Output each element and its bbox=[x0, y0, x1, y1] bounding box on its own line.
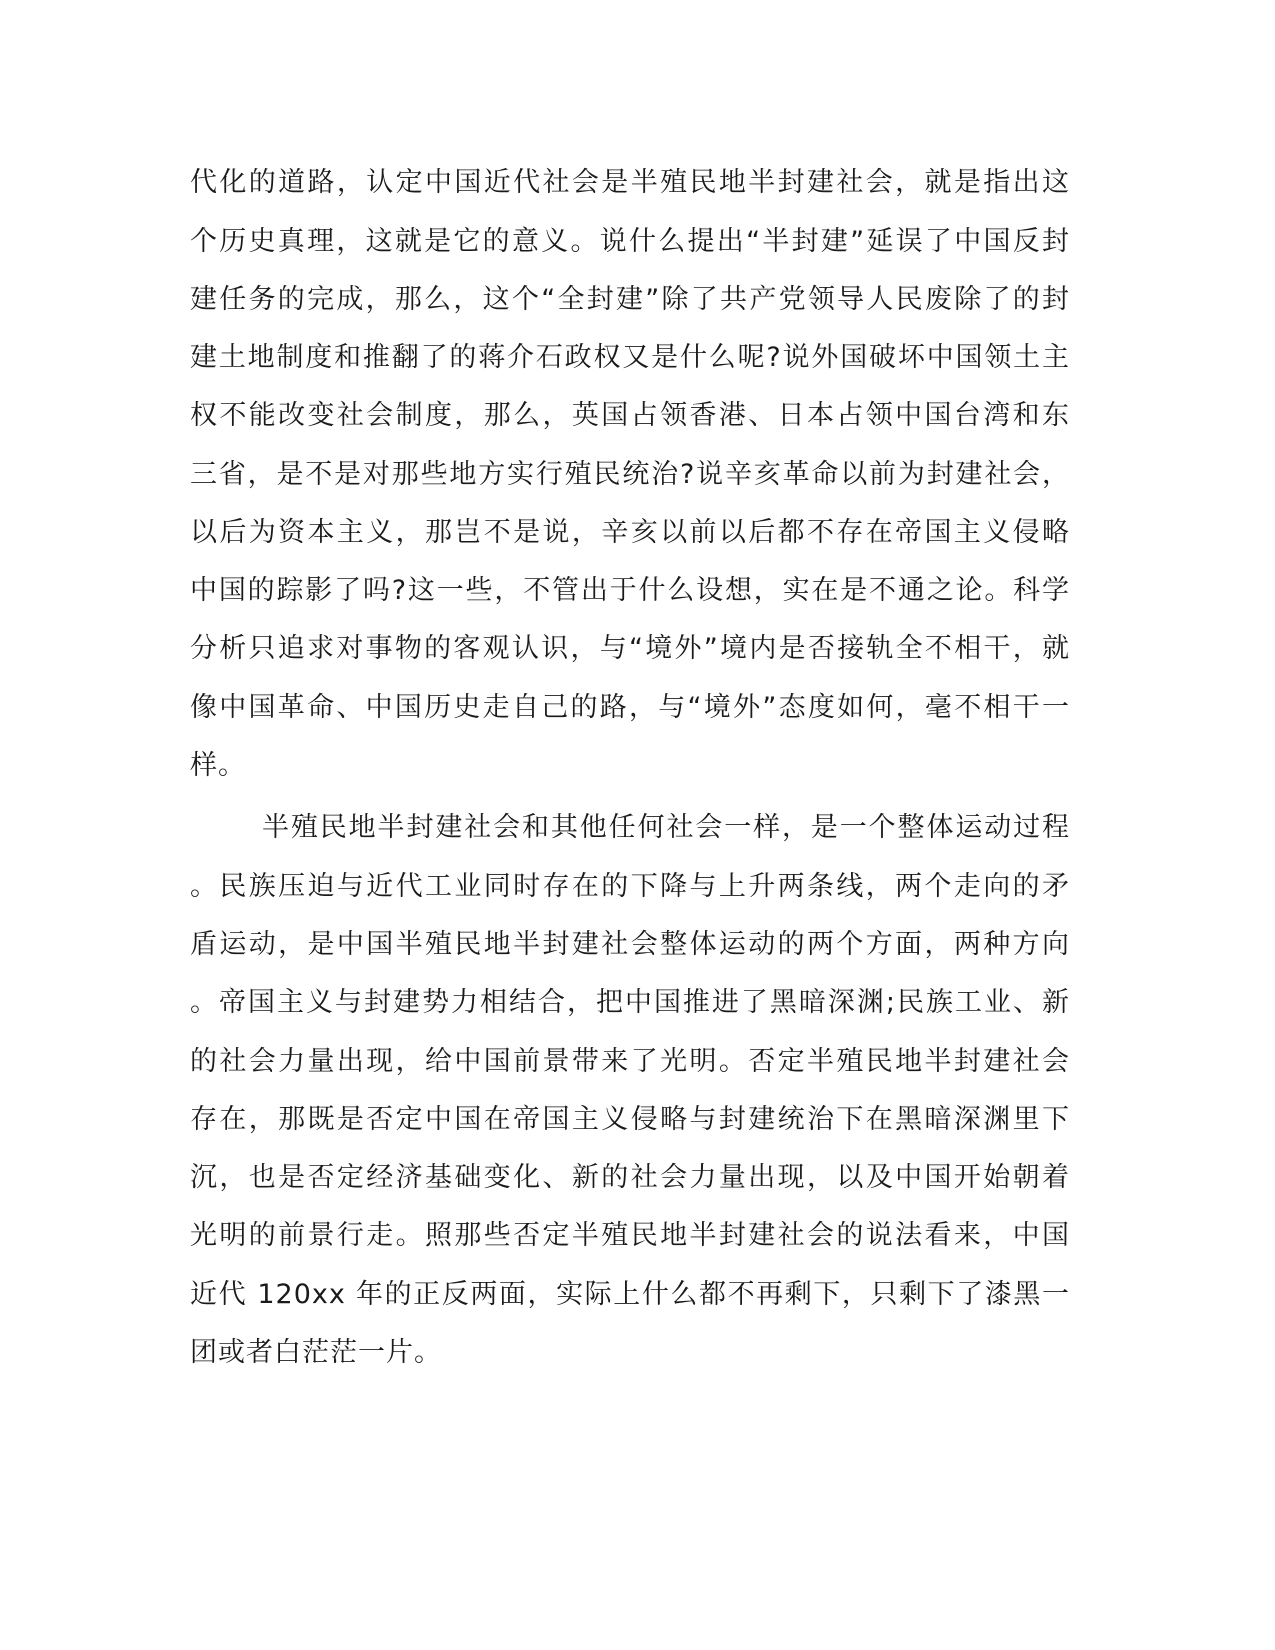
text-line: 权不能改变社会制度，那么，英国占领香港、日本占领中国台湾和东 bbox=[190, 400, 1070, 431]
text-line: 沉，也是否定经济基础变化、新的社会力量出现，以及中国开始朝着 bbox=[190, 1162, 1070, 1193]
text-line: 团或者白茫茫一片。 bbox=[190, 1337, 442, 1368]
text-line: 。帝国主义与封建势力相结合，把中国推进了黑暗深渊;民族工业、新 bbox=[190, 987, 1070, 1018]
text-line: 存在，那既是否定中国在帝国主义侵略与封建统治下在黑暗深渊里下 bbox=[190, 1104, 1070, 1135]
text-line: 建土地制度和推翻了的蒋介石政权又是什么呢?说外国破坏中国领土主 bbox=[190, 342, 1070, 373]
text-line: 个历史真理，这就是它的意义。说什么提出“半封建”延误了中国反封 bbox=[190, 226, 1070, 257]
text-line: 的社会力量出现，给中国前景带来了光明。否定半殖民地半封建社会 bbox=[190, 1046, 1070, 1077]
text-line: 分析只追求对事物的客观认识，与“境外”境内是否接轨全不相干，就 bbox=[190, 633, 1070, 664]
text-line: 光明的前景行走。照那些否定半殖民地半封建社会的说法看来，中国 bbox=[190, 1220, 1070, 1251]
text-line: 样。 bbox=[190, 750, 246, 781]
text-line: 以后为资本主义，那岂不是说，辛亥以前以后都不存在帝国主义侵略 bbox=[190, 517, 1070, 548]
text-line: 三省，是不是对那些地方实行殖民统治?说辛亥革命以前为封建社会， bbox=[190, 459, 1070, 490]
text-line: 中国的踪影了吗?这一些，不管出于什么设想，实在是不通之论。科学 bbox=[190, 575, 1070, 606]
text-line: 。民族压迫与近代工业同时存在的下降与上升两条线，两个走向的矛 bbox=[190, 871, 1070, 902]
text-line: 盾运动，是中国半殖民地半封建社会整体运动的两个方面，两种方向 bbox=[190, 929, 1070, 960]
text-line: 近代 120xx 年的正反两面，实际上什么都不再剩下，只剩下了漆黑一 bbox=[190, 1279, 1070, 1310]
text-line: 像中国革命、中国历史走自己的路，与“境外”态度如何，毫不相干一 bbox=[190, 692, 1070, 723]
text-line: 半殖民地半封建社会和其他任何社会一样，是一个整体运动过程 bbox=[262, 812, 1070, 843]
text-line: 建任务的完成，那么，这个“全封建”除了共产党领导人民废除了的封 bbox=[190, 284, 1070, 315]
text-line: 代化的道路，认定中国近代社会是半殖民地半封建社会，就是指出这 bbox=[190, 167, 1070, 198]
